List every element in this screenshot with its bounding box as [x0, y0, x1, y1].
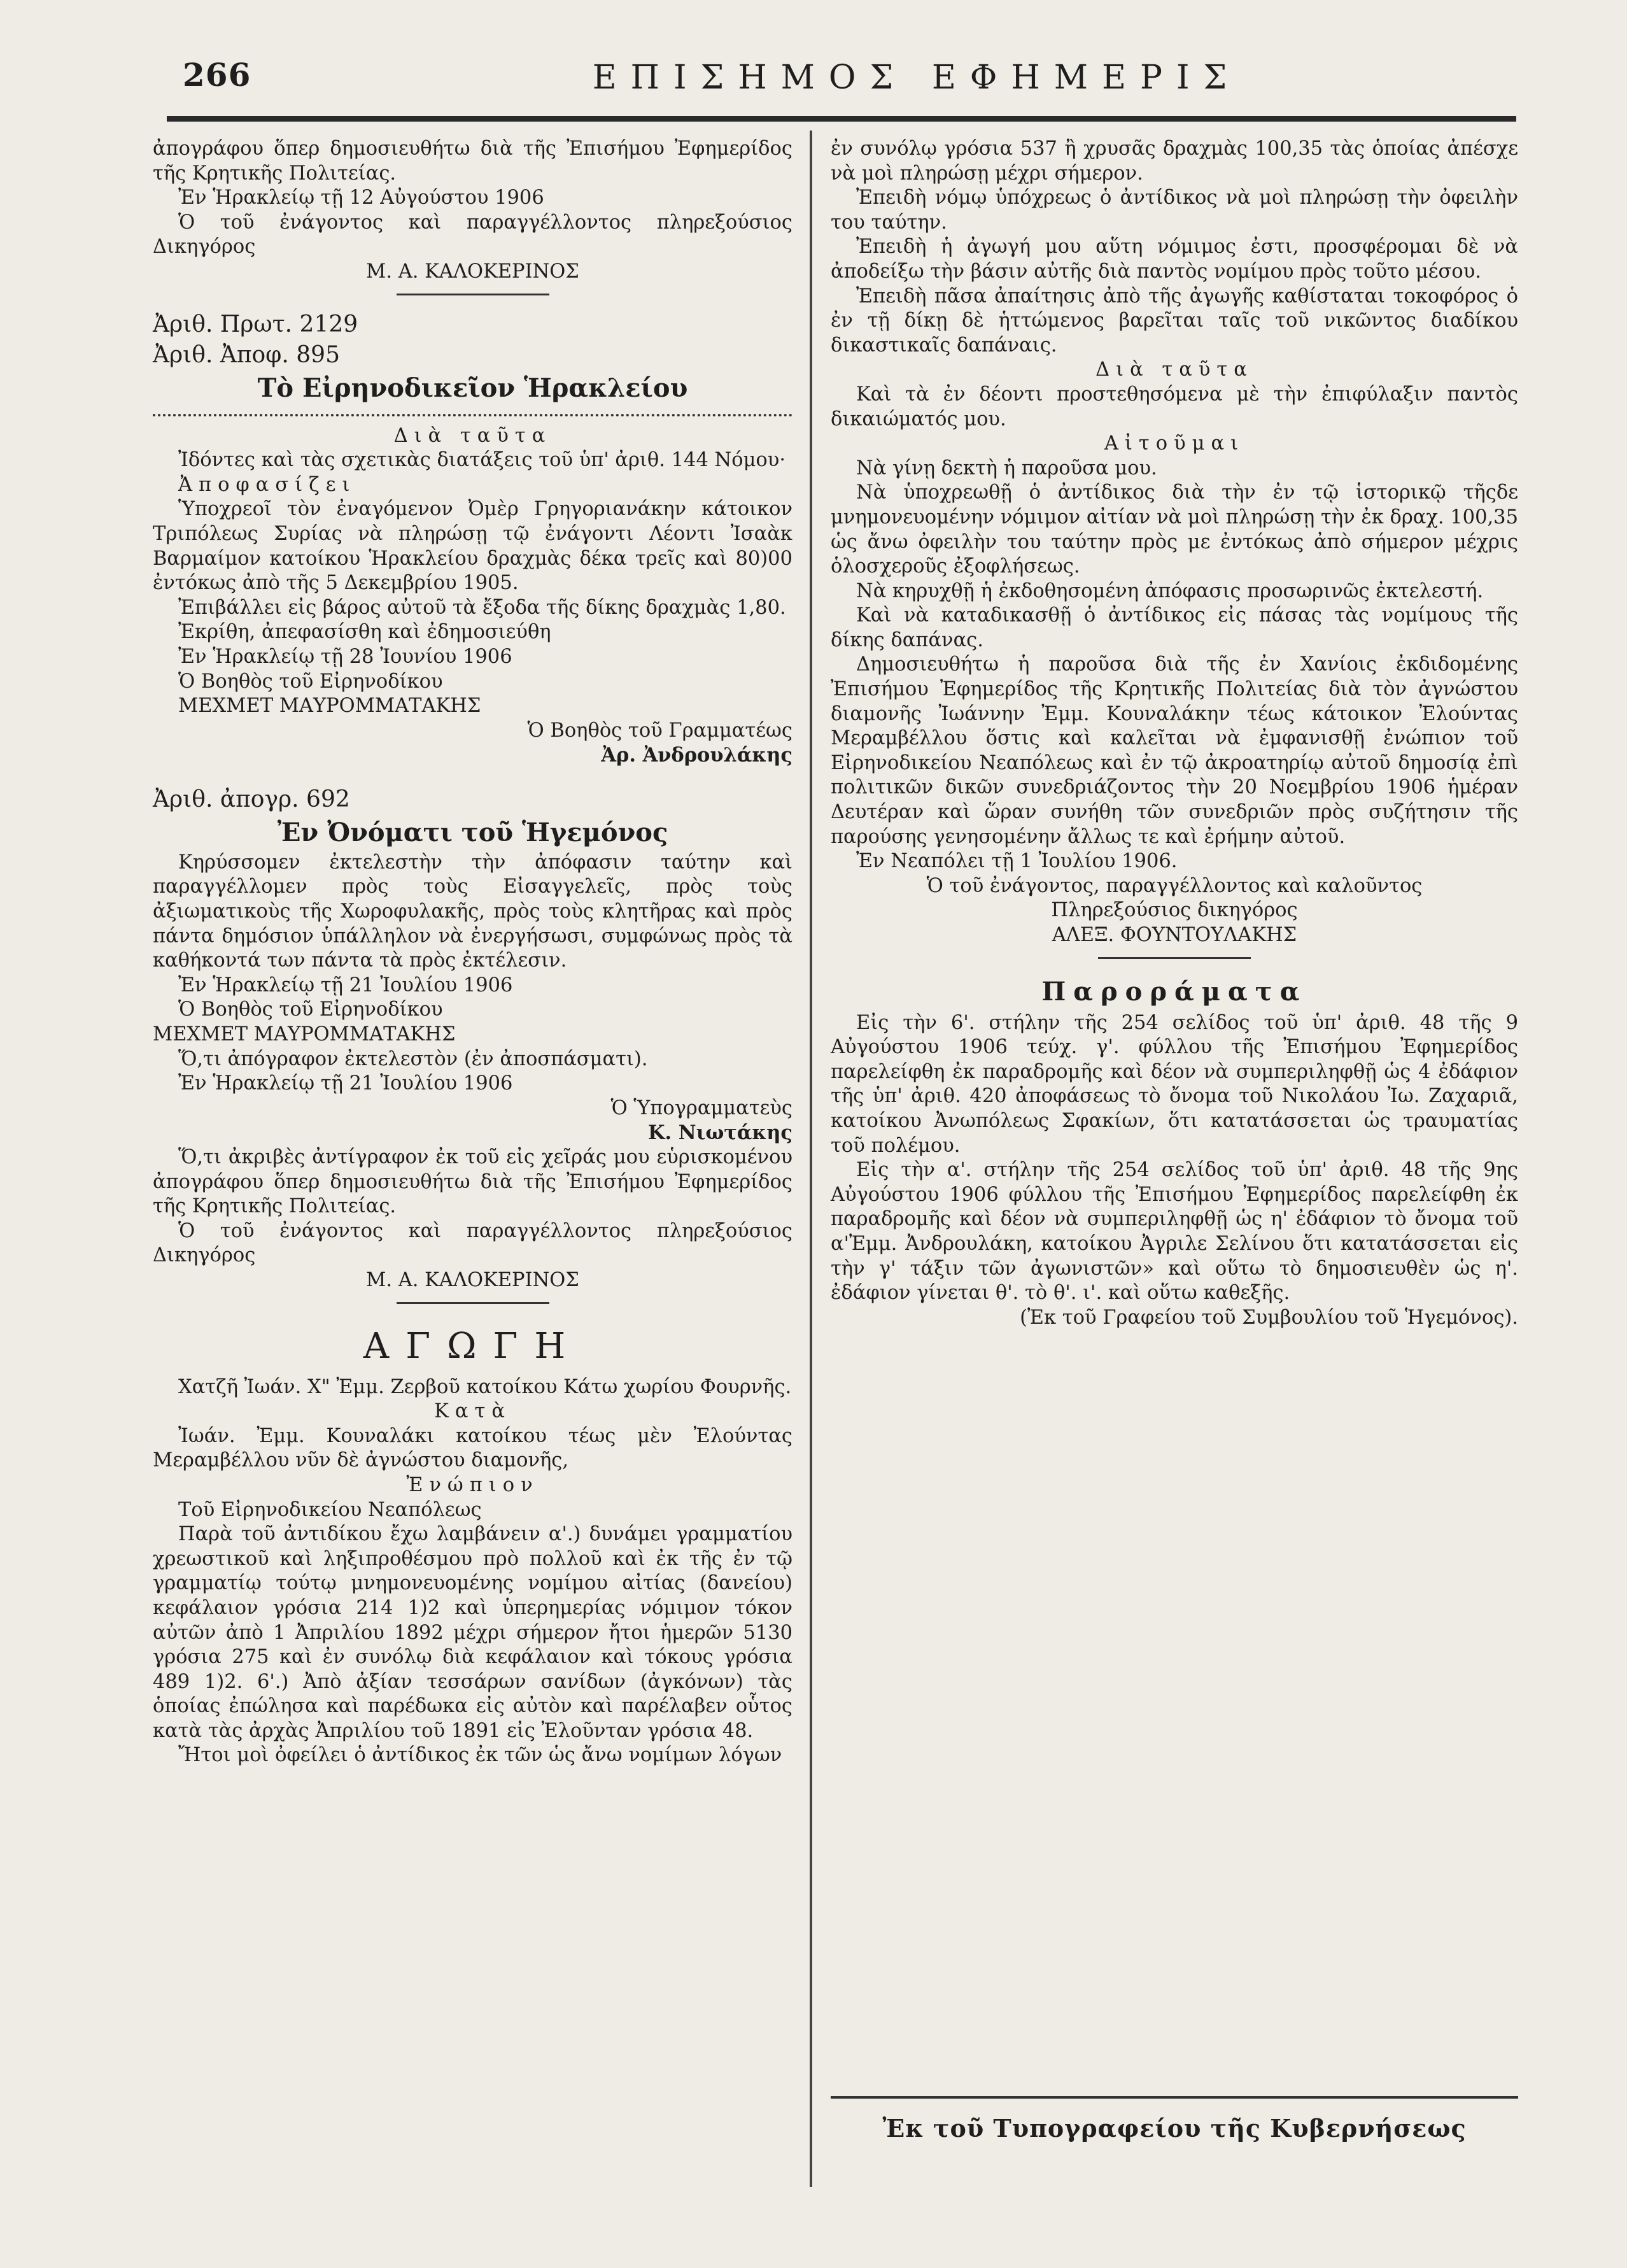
certification-text: Ὅ,τι ἀκριβὲς ἀντίγραφον ἐκ τοῦ εἰς χεῖράς μου εὑρισκομένου ἀπογράφου ὅπερ δημοσιευθήτω διὰ τῆς Ἐπισήμου Ἐφημερίδος τῆς Κρητικῆς Πολιτείας.: [153, 1146, 792, 1218]
copy-number: Ἀριθ. ἀπογρ. 692: [153, 786, 350, 812]
errata-source: (Ἐκ τοῦ Γραφείου τοῦ Συμβουλίου τοῦ Ἡγεμόνος).: [1020, 1306, 1518, 1329]
dotted-rule: [153, 414, 792, 416]
errata-2: Εἰς τὴν α'. στήλην τῆς 254 σελίδος τοῦ ὑπ' ἀριθ. 48 τῆς 9ης Αὐγούστου 1906 φύλλου τῆς Ἐπισήμου Ἐφημερίδος παρελείφθη ἐκ παραδρομῆς καὶ δέον νὰ συμπεριληφθῇ ὡς η' ἐδάφιον τὸ ὄνομα τοῦ α'Ἐμμ. Ἀνδρουλάκη, κατοίκου Ἀγριλε Σελίνου ὅτι κατατάσσεται εἰς τὴν γ' τάξιν τῶν ἀγωνιστῶν» καὶ οὕτω τὸ δημοσιευθὲν ὡς η'. ἐδάφιον γίνεται θ'. τὸ θ'. ι'. καὶ οὕτω καθεξῆς.: [831, 1159, 1518, 1305]
assistant-title-2: Ὁ Βοηθὸς τοῦ Εἰρηνοδίκου: [178, 998, 443, 1021]
gazette-title: ΕΠΙΣΗΜΟΣ ΕΦΗΜΕΡΙΣ: [592, 59, 1241, 97]
assistant-name: ΜΕΧΜΕΤ ΜΑΥΡΟΜΜΑΤΑΚΗΣ: [178, 695, 481, 718]
request-1: Νὰ γίνῃ δεκτὴ ἡ παροῦσα μου.: [856, 457, 1157, 479]
clerk-name: Ἀρ. Ἀνδρουλάκης: [601, 744, 792, 767]
intro-date: Ἐν Ἡρακλείῳ τῇ 12 Αὐγούστου 1906: [178, 187, 544, 209]
request-label: Αἰτοῦμαι: [1104, 432, 1245, 455]
lawsuit-body: Παρὰ τοῦ ἀντιδίκου ἔχω λαμβάνειν α'.) δυνάμει γραμματίου χρεωστικοῦ καὶ ληξιπροθέσμου πρὸ πολλοῦ καὶ ἐκ τῆς ἐν τῷ γραμματίῳ τούτῳ μνημονευομένης νομίμου αἰτίας (δανείου) κεφάλαιον γρόσια 214 1)2 καὶ ὑπερημερίας νόμιμον τόκον αὐτῶν ἀπὸ 1 Ἀπριλίου 1892 μέχρι σήμερον ἤτοι ἡμερῶν 5130 γρόσια 275 καὶ ἐν συνόλῳ διὰ κεφάλαιον καὶ τόκους γρόσια 489 1)2. 6'.) Ἀπὸ ἀξίαν τεσσάρων σανίδων (ἀγκόνων) τὰς ὁποίας ἐπώλησα καὶ παρέδωκα εἰς αὐτὸν καὶ παρέλαβεν οὗτος κατὰ τὰς ἀρχὰς Ἀπριλίου τοῦ 1891 εἰς Ἐλοῦνταν γρόσια 48.: [153, 1523, 792, 1742]
page-number: 266: [183, 56, 251, 94]
dia-tauta-label: Διὰ ταῦτα: [393, 424, 552, 447]
proclamation-date: Ἐν Ἡρακλείῳ τῇ 21 Ἰουλίου 1906: [178, 974, 513, 996]
assistant-name-2: ΜΕΧΜΕΤ ΜΑΥΡΟΜΜΑΤΑΚΗΣ: [153, 1023, 456, 1046]
copy-note: Ὅ,τι ἀπόγραφον ἐκτελεστὸν (ἐν ἀποσπάσματι).: [178, 1047, 648, 1070]
neapolis-date: Ἐν Νεαπόλει τῇ 1 Ἰουλίου 1906.: [856, 850, 1178, 873]
printer-footer: Ἐκ τοῦ Τυπογραφείου τῆς Κυβερνήσεως: [882, 2114, 1467, 2143]
intro-lawyer-name: Μ. Α. ΚΑΛΟΚΕΡΙΝΟΣ: [366, 260, 579, 283]
column-divider: [810, 131, 812, 2187]
obliges-text: Ὑποχρεοῖ τὸν ἐναγόμενον Ὀμὲρ Γρηγοριανάκην κάτοικον Τριπόλεως Συρίας νὰ πληρώσῃ τῷ ἐνάγοντι Λέοντι Ἰσαὰκ Βαρμαίμον κατοίκου Ἡρακλείου δραχμὰς δέκα τρεῖς καὶ 80)00 ἐντόκως ἀπὸ τῆς 5 Δεκεμβρίου 1905.: [153, 498, 792, 595]
costs-text: Ἐπιβάλλει εἰς βάρος αὐτοῦ τὰ ἔξοδα τῆς δίκης δραχμὰς 1,80.: [178, 596, 786, 619]
whereas-1: Ἐπειδὴ νόμῳ ὑπόχρεως ὁ ἀντίδικος νὰ μοὶ πληρώσῃ τὴν ὀφειλὴν του ταύτην.: [831, 187, 1518, 234]
court-heading: Τὸ Εἰρηνοδικεῖον Ἡρακλείου: [257, 372, 688, 403]
decision-date: Ἐν Ἡρακλείῳ τῇ 28 Ἰουνίου 1906: [178, 645, 512, 668]
clerk-title: Ὁ Βοηθὸς τοῦ Γραμματέως: [527, 719, 792, 742]
footer-rule: [831, 2096, 1518, 2099]
lawsuit-court: Τοῦ Εἰρηνοδικείου Νεαπόλεως: [178, 1498, 482, 1521]
proclamation-text: Κηρύσσομεν ἐκτελεστὴν τὴν ἀπόφασιν ταύτην καὶ παραγγέλλομεν πρὸς τοὺς Εἰσαγγελεῖς, πρὸς τοὺς ἀξιωματικοὺς τῆς Χωροφυλακῆς, πρὸς τοὺς κλητῆρας καὶ πρὸς πάντα δημόσιον ὑπάλληλον νὰ ἐνεργήσωσι, συμφώνως πρὸς τὰ καθήκοντά των πάντα τὰ πρὸς ἐκτέλεσιν.: [153, 851, 792, 972]
whereas-2: Ἐπειδὴ ἡ ἀγωγή μου αὕτη νόμιμος ἐστι, προσφέρομαι δὲ νὰ ἀποδείξω τὴν βάσιν αὐτῆς διὰ παντὸς νομίμου πρὸς τοῦτο μέσου.: [831, 236, 1518, 283]
right-lawyer-name: ΑΛΕΞ. ΦΟΥΝΤΟΥΛΑΚΗΣ: [1052, 924, 1297, 946]
published-text: Ἐκρίθη, ἀπεφασίσθη καὶ ἐδημοσιεύθη: [178, 621, 551, 644]
continuation-text: ἐν συνόλῳ γρόσια 537 ἢ χρυσᾶς δραχμὰς 100,35 τὰς ὁποίας ἀπέσχε νὰ μοὶ πληρώσῃ μέχρι σήμερον.: [831, 138, 1518, 185]
intro-lawyer-title: Ὁ τοῦ ἐνάγοντος καὶ παραγγέλλοντος πληρεξούσιος Δικηγόρος: [153, 211, 792, 259]
errata-1: Εἰς τὴν 6'. στήλην τῆς 254 σελίδος τοῦ ὑπ' ἀριθ. 48 τῆς 9 Αὐγούστου 1906 τεύχ. γ'. φύλλου τῆς Ἐπισήμου Ἐφημερίδος παρελείφθη ἐκ παραδρομῆς καὶ δέον νὰ συμπεριληφθῇ ὡς 4 ἐδάφιον τῆς ὑπ' ἀριθ. 420 ἀποφάσεως τὸ ὄνομα τοῦ Νικολάου Ἰω. Ζαχαριᾶ, κατοίκου Ἀνωπόλεως Σφακίων, ὅτι κατατάσσεται ὡς τραυματίας τοῦ πολέμου.: [831, 1011, 1518, 1157]
request-3: Νὰ κηρυχθῇ ἡ ἐκδοθησομένη ἀπόφασις προσωρινῶς ἐκτελεστή.: [856, 579, 1484, 602]
request-2: Νὰ ὑποχρεωθῇ ὁ ἀντίδικος διὰ τὴν ἐν τῷ ἱστορικῷ τῆςδε μνημονευομένην νόμιμον αἰτίαν νὰ μοὶ πληρώσῃ τὴν ἐκ δραχ. 100,35 ὡς ἄνω ὀφειλὴν του ταύτην πρὸς με ἐντόκως ἀπὸ σήμερον μέχρις ὁλοσχεροῦς ἐξοφλήσεως.: [831, 481, 1518, 578]
defendant-text: Ἰωάν. Ἐμμ. Κουναλάκι κατοίκου τέως μὲν Ἐλούντας Μεραμβέλλου νῦν δὲ ἀγνώστου διαμονῆς,: [153, 1424, 792, 1472]
copy-date: Ἐν Ἡρακλείῳ τῇ 21 Ἰουλίου 1906: [178, 1072, 513, 1095]
plaintiff-text: Χατζῆ Ἰωάν. Χ" Ἐμμ. Ζερβοῦ κατοίκου Κάτω χωρίου Φουρνῆς.: [178, 1375, 792, 1398]
lawyer-name: Μ. Α. ΚΑΛΟΚΕΡΙΝΟΣ: [366, 1268, 579, 1291]
signoff-text: Ὁ τοῦ ἐνάγοντος, παραγγέλλοντος καὶ καλοῦντος: [926, 874, 1423, 897]
left-column: [153, 137, 792, 1768]
section-rule-3: [1098, 957, 1251, 959]
lawyer-title: Ὁ τοῦ ἐνάγοντος καὶ παραγγέλλοντος πληρεξούσιος Δικηγόρος: [153, 1219, 792, 1267]
undersecretary-name: Κ. Νιωτάκης: [647, 1121, 792, 1145]
decides-label: Ἀποφασίζει: [178, 473, 356, 496]
intro-text: ἀπογράφου ὅπερ δημοσιευθήτω διὰ τῆς Ἐπισήμου Ἐφημερίδος τῆς Κρητικῆς Πολιτείας.: [153, 138, 792, 185]
right-lawyer-title: Πληρεξούσιος δικηγόρος: [1051, 899, 1298, 922]
dia-tauta-label-2: Διὰ ταῦτα: [1095, 358, 1253, 381]
decision-number: Ἀριθ. Ἀποφ. 895: [153, 341, 340, 368]
whereas-3: Ἐπειδὴ πᾶσα ἀπαίτησις ἀπὸ τῆς ἀγωγῆς καθίσταται τοκοφόρος ὁ ἐν τῇ δίκῃ δὲ ἡττώμενος βαρεῖται ταῖς τοῦ νικῶντος διαδίκου δικαστικαῖς δαπάναις.: [831, 285, 1518, 357]
section-rule-2: [397, 1302, 549, 1304]
owes-text: Ἤτοι μοὶ ὀφείλει ὁ ἀντίδικος ἐκ τῶν ὡς ἄνω νομίμων λόγων: [178, 1744, 782, 1767]
considering-text: Ἰδόντες καὶ τὰς σχετικὰς διατάξεις τοῦ ὑπ' ἀριθ. 144 Νόμου·: [178, 449, 786, 472]
assistant-title: Ὁ Βοηθὸς τοῦ Εἰρηνοδίκου: [178, 670, 443, 693]
undersecretary-title: Ὁ Ὑπογραμματεὺς: [610, 1096, 792, 1119]
request-4: Καὶ νὰ καταδικασθῇ ὁ ἀντίδικος εἰς πάσας τὰς νομίμους τῆς δίκης δαπάνας.: [831, 604, 1518, 651]
lawsuit-heading: ΑΓΩΓΗ: [363, 1325, 582, 1367]
right-column: [831, 137, 1518, 1330]
before-label: Ἐνώπιον: [406, 1473, 539, 1496]
errata-heading: Παροράματα: [1041, 976, 1307, 1007]
publication-text: Δημοσιευθήτω ἡ παροῦσα διὰ τῆς ἐν Χανίοις ἐκδιδομένης Ἐπισήμου Ἐφημερίδος τῆς Κρητικῆς Πολιτείας διὰ τὸν ἀγνώστου διαμονῆς Ἰωάννην Ἐμμ. Κουναλάκην τέως κάτοικον Ἐλούντας Μεραμβέλλου ὅστις καὶ καλεῖται νὰ ἐμφανισθῇ ἐνώπιον τοῦ Εἰρηνοδικείου Νεαπόλεως καὶ ἐν τῷ ἀκροατηρίῳ αὐτοῦ δημοσίᾳ ἐπὶ πολιτικῶν δικῶν συνεδριάζοντος τὴν 20 Νοεμβρίου 1906 ἡμέραν Δευτέραν καὶ ὥραν συνήθη τῶν συνεδριῶν πρὸς συζήτησιν τῆς παρούσης γενησομένην ἄλλως τε καὶ ἐρήμην αὐτοῦ.: [831, 653, 1518, 848]
sovereign-heading: Ἐν Ὀνόματι τοῦ Ἡγεμόνος: [277, 817, 668, 847]
protocol-number: Ἀριθ. Πρωτ. 2129: [153, 311, 358, 337]
header-rule: [167, 116, 1516, 122]
section-rule: [397, 294, 549, 295]
reservation-text: Καὶ τὰ ἐν δέοντι προστεθησόμενα μὲ τὴν ἐπιφύλαξιν παντὸς δικαιώματός μου.: [831, 383, 1518, 430]
against-label: Κατὰ: [434, 1400, 511, 1423]
